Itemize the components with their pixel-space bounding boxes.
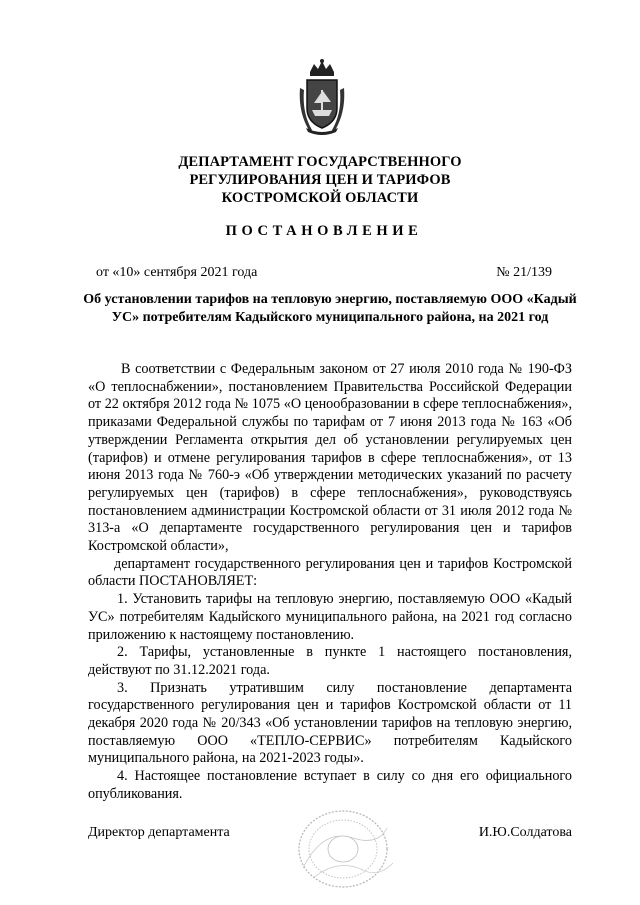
official-seal-icon <box>283 808 403 890</box>
item-4-paragraph: 4. Настоящее постановление вступает в силу со дня его официального опубликования. <box>88 768 572 802</box>
department-header <box>0 153 640 207</box>
header-line-1: ДЕПАРТАМЕНТ ГОСУДАРСТВЕННОГО <box>178 154 462 170</box>
resolves-paragraph: департамент государственного регулирования цен и тарифов Костромской области ПОСТАНОВЛЯЕТ: <box>88 555 572 590</box>
resolution-body <box>88 361 572 804</box>
header-line-2: РЕГУЛИРОВАНИЯ ЦЕН И ТАРИФОВ <box>189 172 451 188</box>
document-type-title: ПОСТАНОВЛЕНИЕ <box>225 223 423 239</box>
item-3-paragraph: 3. Признать утратившим силу постановление департамента государственного регулирования цен и тарифов Костромской области от 11 декабря 2020 года № 20/343 «Об установлении тарифов на тепловую энергию, поставляемую ООО «ТЕПЛО-СЕРВИС» потребителям Кадыйского муниципального района, на 2021-2023 годы». <box>88 679 572 767</box>
signatory-name: И.Ю.Солдатова <box>478 825 572 840</box>
resolution-title: Об установлении тарифов на тепловую энергию, поставляемую ООО «Кадый УС» потребителям Кадыйского муниципального района, на 2021 год <box>83 292 577 325</box>
date-number-row <box>96 265 552 281</box>
preamble-paragraph: В соответствии с Федеральным законом от 27 июля 2010 года № 190-ФЗ «О теплоснабжении», постановлением Правительства Российской Федерации от 22 октября 2012 года № 1075 «О ценообразовании в сфере теплоснабжения», приказами Федеральной службы по тарифам от 7 июня 2013 года № 163 «Об утверждении Регламента открытия дел об установлении регулируемых цен (тарифов) и отмене регулирования тарифов в сфере теплоснабжения», от 13 июня 2013 года № 760-э «Об утверждении методических указаний по расчету регулируемых цен (тарифов) в сфере теплоснабжения», руководствуясь постановлением администрации Костромской области от 31 июля 2012 года № 313-а «О департаменте государственного регулирования цен и тарифов Костромской области», <box>88 361 572 555</box>
item-1-paragraph: 1. Установить тарифы на тепловую энергию, поставляемую ООО «Кадый УС» потребителям Кадыйского муниципального района, на 2021 год согласно приложению к настоящему постановлению. <box>88 591 572 643</box>
header-line-3: КОСТРОМСКОЙ ОБЛАСТИ <box>221 190 419 206</box>
signatory-position: Директор департамента <box>88 825 230 840</box>
document-date: от «10» сентября 2021 года <box>96 265 258 280</box>
coat-of-arms-icon <box>296 58 348 136</box>
item-2-paragraph: 2. Тарифы, установленные в пункте 1 настоящего постановления, действуют по 31.12.2021 года. <box>88 644 572 678</box>
document-number: № 21/139 <box>496 265 552 280</box>
